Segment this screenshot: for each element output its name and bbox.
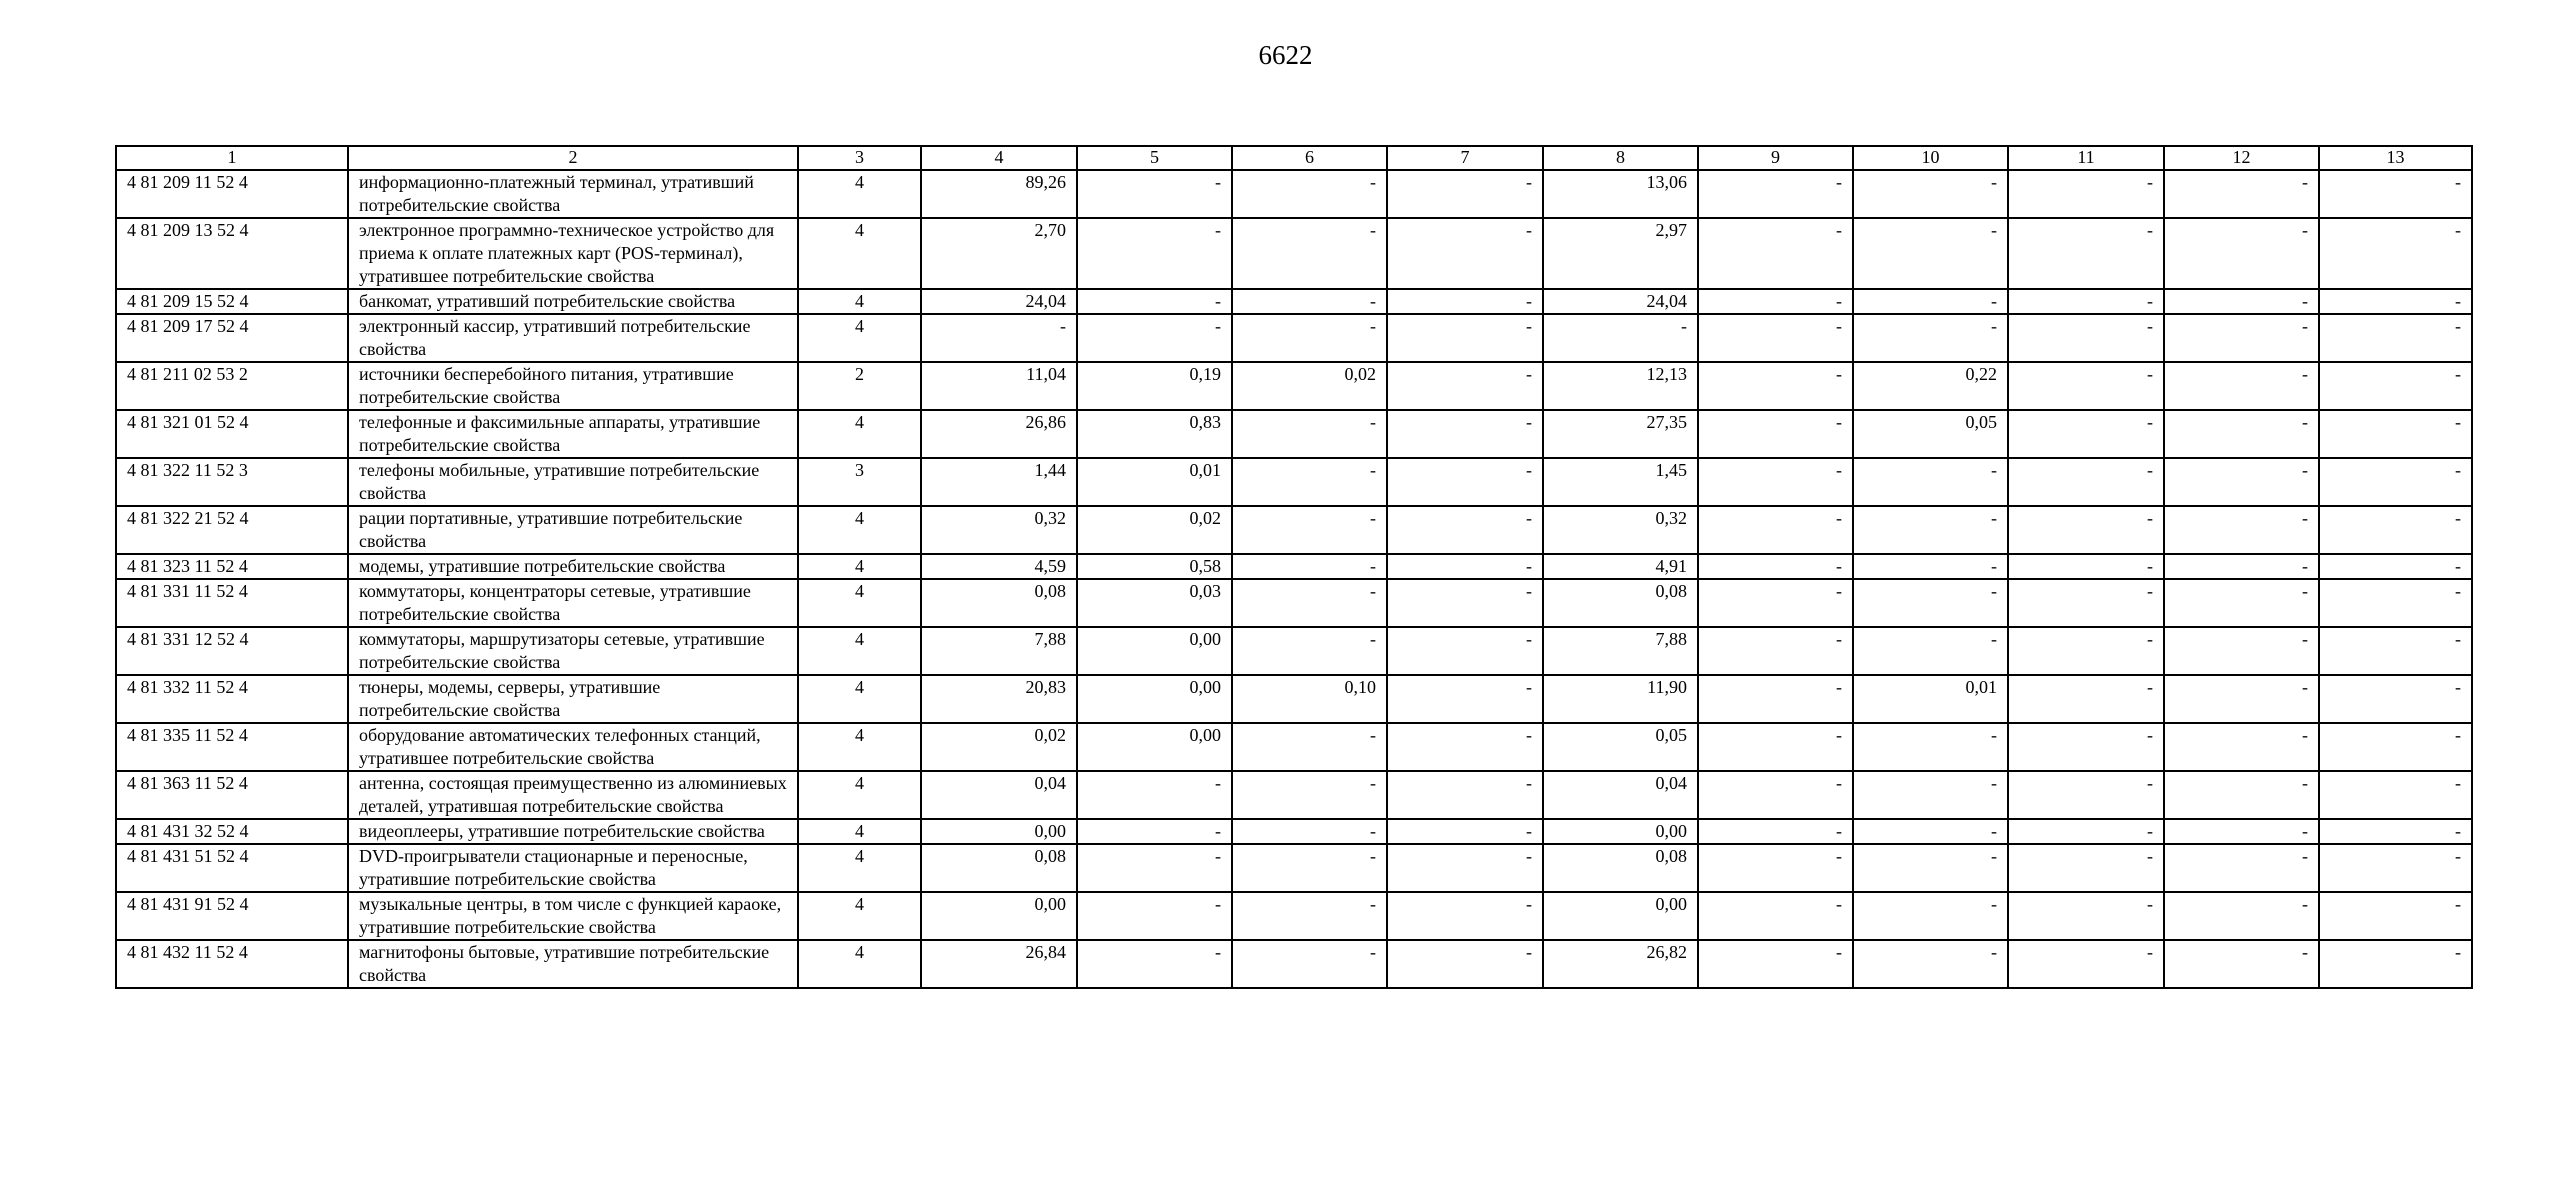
- value-cell: -: [1387, 819, 1543, 844]
- value-cell: -: [1853, 554, 2008, 579]
- table-row: [116, 314, 2472, 362]
- waste-code-cell: 4 81 432 11 52 4: [116, 940, 348, 988]
- table-row: [116, 844, 2472, 892]
- value-cell: 0,32: [921, 506, 1077, 554]
- value-cell: 13,06: [1543, 170, 1698, 218]
- value-cell: -: [1853, 506, 2008, 554]
- waste-code-cell: 4 81 431 91 52 4: [116, 892, 348, 940]
- value-cell: -: [1698, 579, 1853, 627]
- value-cell: -: [1387, 940, 1543, 988]
- waste-name-cell: коммутаторы, концентраторы сетевые, утратившие потребительские свойства: [348, 579, 798, 627]
- value-cell: 0,05: [1853, 410, 2008, 458]
- waste-data-table: [115, 145, 2473, 989]
- waste-code-cell: 4 81 331 12 52 4: [116, 627, 348, 675]
- value-cell: -: [1853, 458, 2008, 506]
- value-cell: -: [2319, 218, 2472, 289]
- waste-code-cell: 4 81 335 11 52 4: [116, 723, 348, 771]
- value-cell: -: [1387, 892, 1543, 940]
- value-cell: 0,22: [1853, 362, 2008, 410]
- table-row: [116, 289, 2472, 314]
- value-cell: -: [2008, 170, 2164, 218]
- value-cell: -: [1387, 458, 1543, 506]
- value-cell: -: [2008, 892, 2164, 940]
- value-cell: -: [1698, 170, 1853, 218]
- value-cell: -: [2319, 819, 2472, 844]
- value-cell: -: [1387, 218, 1543, 289]
- waste-name-cell: оборудование автоматических телефонных станций, утратившее потребительские свойства: [348, 723, 798, 771]
- value-cell: -: [1077, 819, 1232, 844]
- value-cell: -: [2008, 362, 2164, 410]
- waste-name-cell: антенна, состоящая преимущественно из алюминиевых деталей, утратившая потребительские свойства: [348, 771, 798, 819]
- table-row: [116, 940, 2472, 988]
- value-cell: -: [2319, 314, 2472, 362]
- value-cell: 24,04: [1543, 289, 1698, 314]
- value-cell: 0,00: [1543, 819, 1698, 844]
- column-header: 9: [1698, 146, 1853, 170]
- value-cell: -: [1698, 844, 1853, 892]
- value-cell: -: [1698, 892, 1853, 940]
- value-cell: -: [1077, 170, 1232, 218]
- value-cell: -: [2319, 289, 2472, 314]
- hazard-class-cell: 4: [798, 723, 921, 771]
- value-cell: -: [1232, 554, 1387, 579]
- waste-code-cell: 4 81 332 11 52 4: [116, 675, 348, 723]
- table-row: [116, 627, 2472, 675]
- value-cell: 0,01: [1077, 458, 1232, 506]
- column-header: 4: [921, 146, 1077, 170]
- value-cell: -: [2008, 218, 2164, 289]
- table-row: [116, 554, 2472, 579]
- value-cell: -: [1232, 410, 1387, 458]
- value-cell: -: [2319, 771, 2472, 819]
- value-cell: 0,04: [1543, 771, 1698, 819]
- value-cell: -: [1387, 627, 1543, 675]
- value-cell: 11,90: [1543, 675, 1698, 723]
- value-cell: 0,83: [1077, 410, 1232, 458]
- value-cell: -: [1232, 892, 1387, 940]
- hazard-class-cell: 4: [798, 627, 921, 675]
- waste-code-cell: 4 81 322 21 52 4: [116, 506, 348, 554]
- column-header: 3: [798, 146, 921, 170]
- value-cell: -: [1077, 940, 1232, 988]
- waste-name-cell: банкомат, утративший потребительские свойства: [348, 289, 798, 314]
- value-cell: -: [1077, 314, 1232, 362]
- value-cell: -: [1853, 940, 2008, 988]
- hazard-class-cell: 4: [798, 218, 921, 289]
- value-cell: -: [2008, 771, 2164, 819]
- column-header: 10: [1853, 146, 2008, 170]
- hazard-class-cell: 4: [798, 579, 921, 627]
- value-cell: -: [1232, 627, 1387, 675]
- value-cell: -: [2319, 410, 2472, 458]
- value-cell: -: [2008, 844, 2164, 892]
- value-cell: -: [1853, 819, 2008, 844]
- value-cell: -: [1077, 844, 1232, 892]
- value-cell: -: [1698, 675, 1853, 723]
- value-cell: -: [2008, 579, 2164, 627]
- table-row: [116, 506, 2472, 554]
- table-row: [116, 170, 2472, 218]
- hazard-class-cell: 4: [798, 506, 921, 554]
- value-cell: -: [1387, 675, 1543, 723]
- value-cell: -: [1853, 289, 2008, 314]
- value-cell: -: [1698, 314, 1853, 362]
- value-cell: 0,00: [1077, 675, 1232, 723]
- value-cell: -: [2164, 170, 2319, 218]
- value-cell: -: [1698, 289, 1853, 314]
- table-row: [116, 675, 2472, 723]
- value-cell: -: [1387, 771, 1543, 819]
- table-row: [116, 892, 2472, 940]
- waste-code-cell: 4 81 209 15 52 4: [116, 289, 348, 314]
- value-cell: -: [1853, 844, 2008, 892]
- value-cell: 0,00: [1077, 627, 1232, 675]
- value-cell: -: [1698, 723, 1853, 771]
- value-cell: -: [2319, 579, 2472, 627]
- value-cell: -: [1232, 170, 1387, 218]
- value-cell: 0,00: [921, 819, 1077, 844]
- value-cell: -: [1698, 458, 1853, 506]
- hazard-class-cell: 4: [798, 940, 921, 988]
- value-cell: 2,70: [921, 218, 1077, 289]
- value-cell: -: [1853, 218, 2008, 289]
- value-cell: -: [1853, 170, 2008, 218]
- value-cell: -: [2008, 458, 2164, 506]
- value-cell: 89,26: [921, 170, 1077, 218]
- value-cell: 0,00: [1543, 892, 1698, 940]
- value-cell: -: [2008, 314, 2164, 362]
- value-cell: 1,45: [1543, 458, 1698, 506]
- value-cell: -: [1232, 844, 1387, 892]
- value-cell: -: [1387, 844, 1543, 892]
- value-cell: -: [2319, 362, 2472, 410]
- waste-name-cell: музыкальные центры, в том числе с функцией караоке, утратившие потребительские свойства: [348, 892, 798, 940]
- value-cell: -: [2319, 723, 2472, 771]
- value-cell: -: [2164, 892, 2319, 940]
- hazard-class-cell: 4: [798, 410, 921, 458]
- waste-name-cell: магнитофоны бытовые, утратившие потребительские свойства: [348, 940, 798, 988]
- value-cell: -: [1387, 289, 1543, 314]
- value-cell: -: [1077, 771, 1232, 819]
- value-cell: -: [2164, 458, 2319, 506]
- table-row: [116, 579, 2472, 627]
- hazard-class-cell: 4: [798, 892, 921, 940]
- value-cell: 1,44: [921, 458, 1077, 506]
- table-row: [116, 218, 2472, 289]
- value-cell: 0,08: [1543, 579, 1698, 627]
- value-cell: -: [1387, 579, 1543, 627]
- column-header: 5: [1077, 146, 1232, 170]
- value-cell: -: [2319, 554, 2472, 579]
- table-row: [116, 819, 2472, 844]
- value-cell: -: [2164, 627, 2319, 675]
- value-cell: -: [1698, 362, 1853, 410]
- column-header: 11: [2008, 146, 2164, 170]
- value-cell: -: [2319, 940, 2472, 988]
- value-cell: -: [2319, 170, 2472, 218]
- value-cell: -: [2164, 362, 2319, 410]
- waste-name-cell: видеоплееры, утратившие потребительские свойства: [348, 819, 798, 844]
- value-cell: -: [2008, 410, 2164, 458]
- value-cell: -: [2008, 940, 2164, 988]
- value-cell: -: [1232, 218, 1387, 289]
- hazard-class-cell: 4: [798, 675, 921, 723]
- value-cell: -: [1232, 314, 1387, 362]
- value-cell: -: [1698, 554, 1853, 579]
- value-cell: 0,08: [1543, 844, 1698, 892]
- waste-name-cell: телефонные и факсимильные аппараты, утратившие потребительские свойства: [348, 410, 798, 458]
- column-header: 7: [1387, 146, 1543, 170]
- value-cell: 0,10: [1232, 675, 1387, 723]
- value-cell: -: [1543, 314, 1698, 362]
- value-cell: -: [1387, 506, 1543, 554]
- column-header: 13: [2319, 146, 2472, 170]
- page-number: 6622: [1258, 40, 1313, 70]
- value-cell: -: [2008, 723, 2164, 771]
- hazard-class-cell: 4: [798, 771, 921, 819]
- value-cell: 4,91: [1543, 554, 1698, 579]
- value-cell: -: [2008, 627, 2164, 675]
- value-cell: -: [2319, 627, 2472, 675]
- value-cell: 26,84: [921, 940, 1077, 988]
- value-cell: -: [2319, 844, 2472, 892]
- waste-name-cell: информационно-платежный терминал, утративший потребительские свойства: [348, 170, 798, 218]
- value-cell: -: [1077, 218, 1232, 289]
- value-cell: 12,13: [1543, 362, 1698, 410]
- value-cell: -: [2164, 579, 2319, 627]
- value-cell: -: [2164, 554, 2319, 579]
- value-cell: 20,83: [921, 675, 1077, 723]
- hazard-class-cell: 2: [798, 362, 921, 410]
- column-header: 1: [116, 146, 348, 170]
- value-cell: -: [2319, 675, 2472, 723]
- value-cell: -: [2164, 771, 2319, 819]
- value-cell: -: [1698, 506, 1853, 554]
- value-cell: -: [1232, 289, 1387, 314]
- value-cell: -: [1698, 771, 1853, 819]
- value-cell: -: [1853, 579, 2008, 627]
- value-cell: -: [2008, 675, 2164, 723]
- waste-name-cell: источники бесперебойного питания, утратившие потребительские свойства: [348, 362, 798, 410]
- value-cell: 7,88: [921, 627, 1077, 675]
- hazard-class-cell: 4: [798, 554, 921, 579]
- value-cell: -: [2008, 554, 2164, 579]
- hazard-class-cell: 4: [798, 170, 921, 218]
- value-cell: -: [1232, 819, 1387, 844]
- hazard-class-cell: 4: [798, 314, 921, 362]
- waste-name-cell: рации портативные, утратившие потребительские свойства: [348, 506, 798, 554]
- column-header: 2: [348, 146, 798, 170]
- value-cell: -: [1853, 314, 2008, 362]
- value-cell: 0,01: [1853, 675, 2008, 723]
- waste-code-cell: 4 81 209 13 52 4: [116, 218, 348, 289]
- column-header: 8: [1543, 146, 1698, 170]
- table-row: [116, 410, 2472, 458]
- value-cell: -: [1853, 627, 2008, 675]
- table-header-row: [116, 146, 2472, 170]
- waste-code-cell: 4 81 321 01 52 4: [116, 410, 348, 458]
- value-cell: -: [2008, 289, 2164, 314]
- waste-code-cell: 4 81 323 11 52 4: [116, 554, 348, 579]
- value-cell: -: [1232, 506, 1387, 554]
- value-cell: -: [2164, 218, 2319, 289]
- value-cell: 0,32: [1543, 506, 1698, 554]
- value-cell: -: [2319, 458, 2472, 506]
- value-cell: -: [1853, 723, 2008, 771]
- value-cell: 0,05: [1543, 723, 1698, 771]
- waste-code-cell: 4 81 331 11 52 4: [116, 579, 348, 627]
- value-cell: 0,00: [921, 892, 1077, 940]
- waste-code-cell: 4 81 209 11 52 4: [116, 170, 348, 218]
- value-cell: 7,88: [1543, 627, 1698, 675]
- column-header: 6: [1232, 146, 1387, 170]
- value-cell: 0,58: [1077, 554, 1232, 579]
- value-cell: -: [1853, 771, 2008, 819]
- value-cell: -: [1232, 771, 1387, 819]
- value-cell: -: [1077, 289, 1232, 314]
- value-cell: -: [2164, 819, 2319, 844]
- value-cell: -: [1232, 458, 1387, 506]
- waste-code-cell: 4 81 363 11 52 4: [116, 771, 348, 819]
- value-cell: 0,02: [1232, 362, 1387, 410]
- value-cell: -: [2008, 819, 2164, 844]
- column-header: 12: [2164, 146, 2319, 170]
- value-cell: -: [2319, 506, 2472, 554]
- value-cell: 24,04: [921, 289, 1077, 314]
- value-cell: -: [2164, 506, 2319, 554]
- value-cell: -: [1387, 362, 1543, 410]
- value-cell: -: [1387, 314, 1543, 362]
- value-cell: -: [2164, 723, 2319, 771]
- value-cell: -: [1232, 940, 1387, 988]
- waste-code-cell: 4 81 322 11 52 3: [116, 458, 348, 506]
- table-row: [116, 362, 2472, 410]
- value-cell: -: [1698, 940, 1853, 988]
- hazard-class-cell: 3: [798, 458, 921, 506]
- waste-code-cell: 4 81 431 51 52 4: [116, 844, 348, 892]
- value-cell: -: [1698, 819, 1853, 844]
- value-cell: -: [1077, 892, 1232, 940]
- value-cell: -: [1853, 892, 2008, 940]
- value-cell: 0,03: [1077, 579, 1232, 627]
- value-cell: 0,19: [1077, 362, 1232, 410]
- hazard-class-cell: 4: [798, 844, 921, 892]
- value-cell: -: [921, 314, 1077, 362]
- table-row: [116, 771, 2472, 819]
- value-cell: -: [2164, 289, 2319, 314]
- value-cell: 27,35: [1543, 410, 1698, 458]
- waste-name-cell: электронное программно-техническое устройство для приема к оплате платежных карт (POS-терминал), утратившее потребительские свойства: [348, 218, 798, 289]
- waste-name-cell: DVD-проигрыватели стационарные и переносные, утратившие потребительские свойства: [348, 844, 798, 892]
- waste-name-cell: электронный кассир, утративший потребительские свойства: [348, 314, 798, 362]
- value-cell: -: [1232, 723, 1387, 771]
- hazard-class-cell: 4: [798, 819, 921, 844]
- value-cell: 26,82: [1543, 940, 1698, 988]
- waste-code-cell: 4 81 431 32 52 4: [116, 819, 348, 844]
- value-cell: -: [2164, 314, 2319, 362]
- waste-code-cell: 4 81 209 17 52 4: [116, 314, 348, 362]
- value-cell: -: [2319, 892, 2472, 940]
- waste-name-cell: телефоны мобильные, утратившие потребительские свойства: [348, 458, 798, 506]
- value-cell: 0,08: [921, 579, 1077, 627]
- value-cell: -: [1232, 579, 1387, 627]
- value-cell: 26,86: [921, 410, 1077, 458]
- value-cell: 0,02: [1077, 506, 1232, 554]
- value-cell: 11,04: [921, 362, 1077, 410]
- value-cell: 2,97: [1543, 218, 1698, 289]
- value-cell: -: [1387, 410, 1543, 458]
- value-cell: -: [2164, 675, 2319, 723]
- value-cell: -: [2164, 410, 2319, 458]
- value-cell: -: [2164, 940, 2319, 988]
- table-row: [116, 723, 2472, 771]
- table-body: [116, 170, 2472, 988]
- value-cell: -: [1698, 627, 1853, 675]
- value-cell: -: [2164, 844, 2319, 892]
- value-cell: 4,59: [921, 554, 1077, 579]
- value-cell: -: [1698, 410, 1853, 458]
- value-cell: -: [1387, 170, 1543, 218]
- value-cell: -: [1387, 554, 1543, 579]
- value-cell: 0,02: [921, 723, 1077, 771]
- value-cell: -: [1698, 218, 1853, 289]
- value-cell: 0,04: [921, 771, 1077, 819]
- value-cell: 0,08: [921, 844, 1077, 892]
- waste-name-cell: коммутаторы, маршрутизаторы сетевые, утратившие потребительские свойства: [348, 627, 798, 675]
- hazard-class-cell: 4: [798, 289, 921, 314]
- value-cell: -: [2008, 506, 2164, 554]
- waste-name-cell: модемы, утратившие потребительские свойства: [348, 554, 798, 579]
- table-row: [116, 458, 2472, 506]
- waste-name-cell: тюнеры, модемы, серверы, утратившие потребительские свойства: [348, 675, 798, 723]
- waste-code-cell: 4 81 211 02 53 2: [116, 362, 348, 410]
- value-cell: 0,00: [1077, 723, 1232, 771]
- value-cell: -: [1387, 723, 1543, 771]
